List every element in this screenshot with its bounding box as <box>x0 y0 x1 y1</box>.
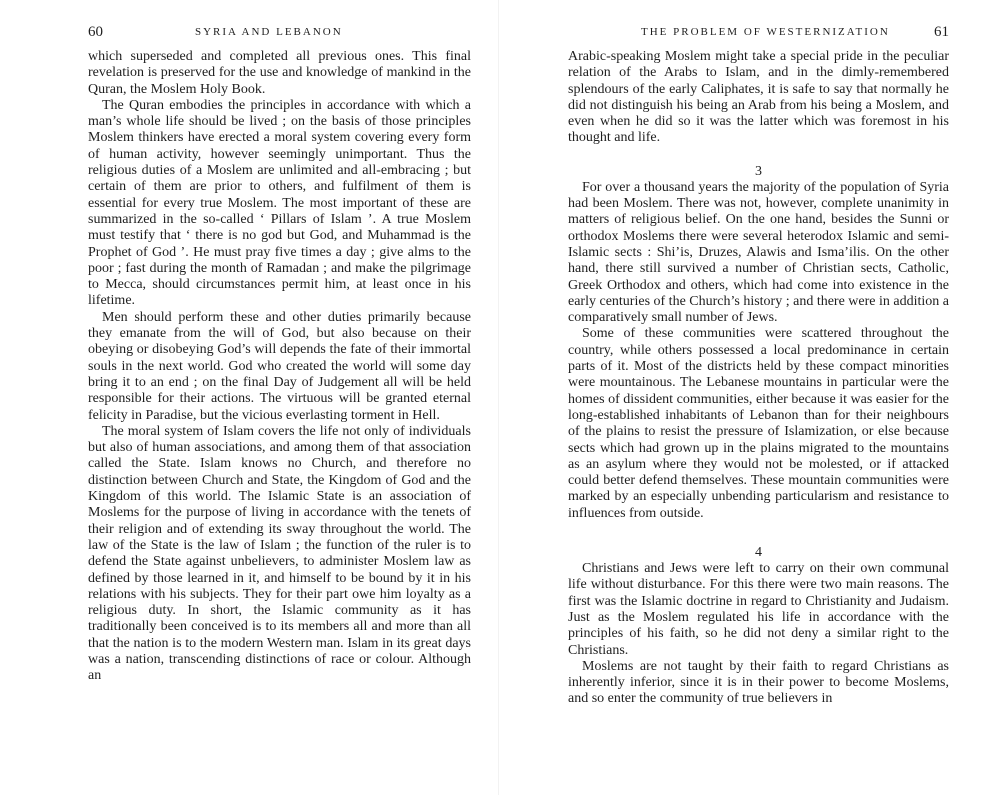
right-text-block <box>568 49 949 708</box>
section-4-paragraph-2: Moslems are not taught by their faith to regard Christians as inherently inferior, since it is in their power to become Moslems, and so enter the community of true believers in <box>568 658 949 707</box>
left-running-head <box>88 26 471 46</box>
section-3-paragraph-1: For over a thousand years the majority of the population of Syria had been Moslem. There was not, however, complete unanimity in matters of religious belief. On the one hand, besides the Sunni or orthodox Moslems there were several heterodox Islamic and semi-Islamic sects : Shi’is, Druzes, Alawis and Isma’ilis. On the other hand, there still survived a number of Christian sects, Catholic, Greek Orthodox and others, which had come into existence in the early centuries of the Church’s history ; and there were in addition a comparatively small number of Jews. <box>568 179 949 326</box>
left-paragraph-2: The Quran embodies the principles in accordance with which a man’s whole life should be lived ; on the basis of those principles Moslem thinkers have erected a moral system covering every form of human activity, however seemingly unimportant. Thus the religious duties of a Moslem are unlimited and all-embracing ; but certain of them are prior to others, and fulfilment of them is essential for every true Moslem. The most important of these are summarized in the so-called ‘ Pillars of Islam ’. A true Moslem must testify that ‘ there is no god but God, and Muhammad is the Prophet of God ’. He must pray five times a day ; give alms to the poor ; fast during the month of Ramadan ; and make the pilgrimage to Mecca, should circumstances permit him, at least once in his lifetime. <box>88 97 471 309</box>
section-number-4: 4 <box>755 545 762 561</box>
left-text-block <box>88 49 471 685</box>
right-running-head-title: THE PROBLEM OF WESTERNIZATION <box>641 26 890 38</box>
book-gutter <box>498 0 499 795</box>
right-running-head <box>568 26 949 46</box>
right-paragraph-intro: Arabic-speaking Moslem might take a special pride in the peculiar relation of the Arabs to Islam, and in the dimly-remembered splendours of the early Caliphates, it is safe to say that normally he did not distinguish his being an Arab from his being a Moslem, and even when he did so it was the latter which was foremost in his thought and life. <box>568 49 949 146</box>
left-paragraph-4: The moral system of Islam covers the life not only of individuals but also of human associations, and among them of that association called the State. Islam knows no Church, and therefore no distinction between Church and State, the Kingdom of God and the Kingdom of this world. The Islamic State is an association of Moslems for the purpose of living in accordance with the tenets of their religion and of extending its sway throughout the world. The law of the State is the law of Islam ; the function of the ruler is to defend the State against unbelievers, to administer Moslem law as defined by those learned in it, and himself to be bound by it in his relations with his subjects. They for their part owe him loyalty as a religious duty. In short, the Islamic community as it has traditionally been conceived is to its members all and more than all that the nation is to the modern Western man. Islam in its great days was a nation, transcending distinctions of race or colour. Although an <box>88 423 471 684</box>
left-running-head-title: SYRIA AND LEBANON <box>195 26 343 38</box>
section-number-3: 3 <box>755 163 762 179</box>
section-3-paragraph-2: Some of these communities were scattered throughout the country, while others possessed a local predominance in certain parts of it. Most of the districts held by these compact minorities were mountainous. The Lebanese mountains in particular were the homes of dissident communities, either because it was easier for the long-established inhabitants of Lebanon than for their neighbours of the plains to resist the pressure of Islamization, or else because sects which had grown up in the plains migrated to the mountains as an asylum where they would not be molested, or if attacked could better defend themselves. These mountain communities were marked by an especially unbending particularism and resistance to influences from outside. <box>568 326 949 521</box>
right-page-number: 61 <box>934 24 949 40</box>
left-page-number: 60 <box>88 24 103 40</box>
section-4-paragraph-1: Christians and Jews were left to carry on their own communal life without disturbance. For this there were two main reasons. The first was the Islamic doctrine in regard to Christianity and Judaism. Just as the Moslem regulated his life in accordance with the principles of his faith, so he did not deny a similar right to the Christians. <box>568 561 949 658</box>
left-paragraph-3: Men should perform these and other duties primarily because they emanate from the will of God, but also because on their obeying or disobeying God’s will depends the fate of their immortal souls in the next world. God who created the world will some day bring it to an end ; on the final Day of Judgement all will be held responsible for their actions. The virtuous will be granted eternal felicity in Paradise, but the vicious everlasting torment in Hell. <box>88 309 471 423</box>
left-paragraph-1: which superseded and completed all previous ones. This final revelation is preserved for the use and knowledge of mankind in the Quran, the Moslem Holy Book. <box>88 49 471 97</box>
